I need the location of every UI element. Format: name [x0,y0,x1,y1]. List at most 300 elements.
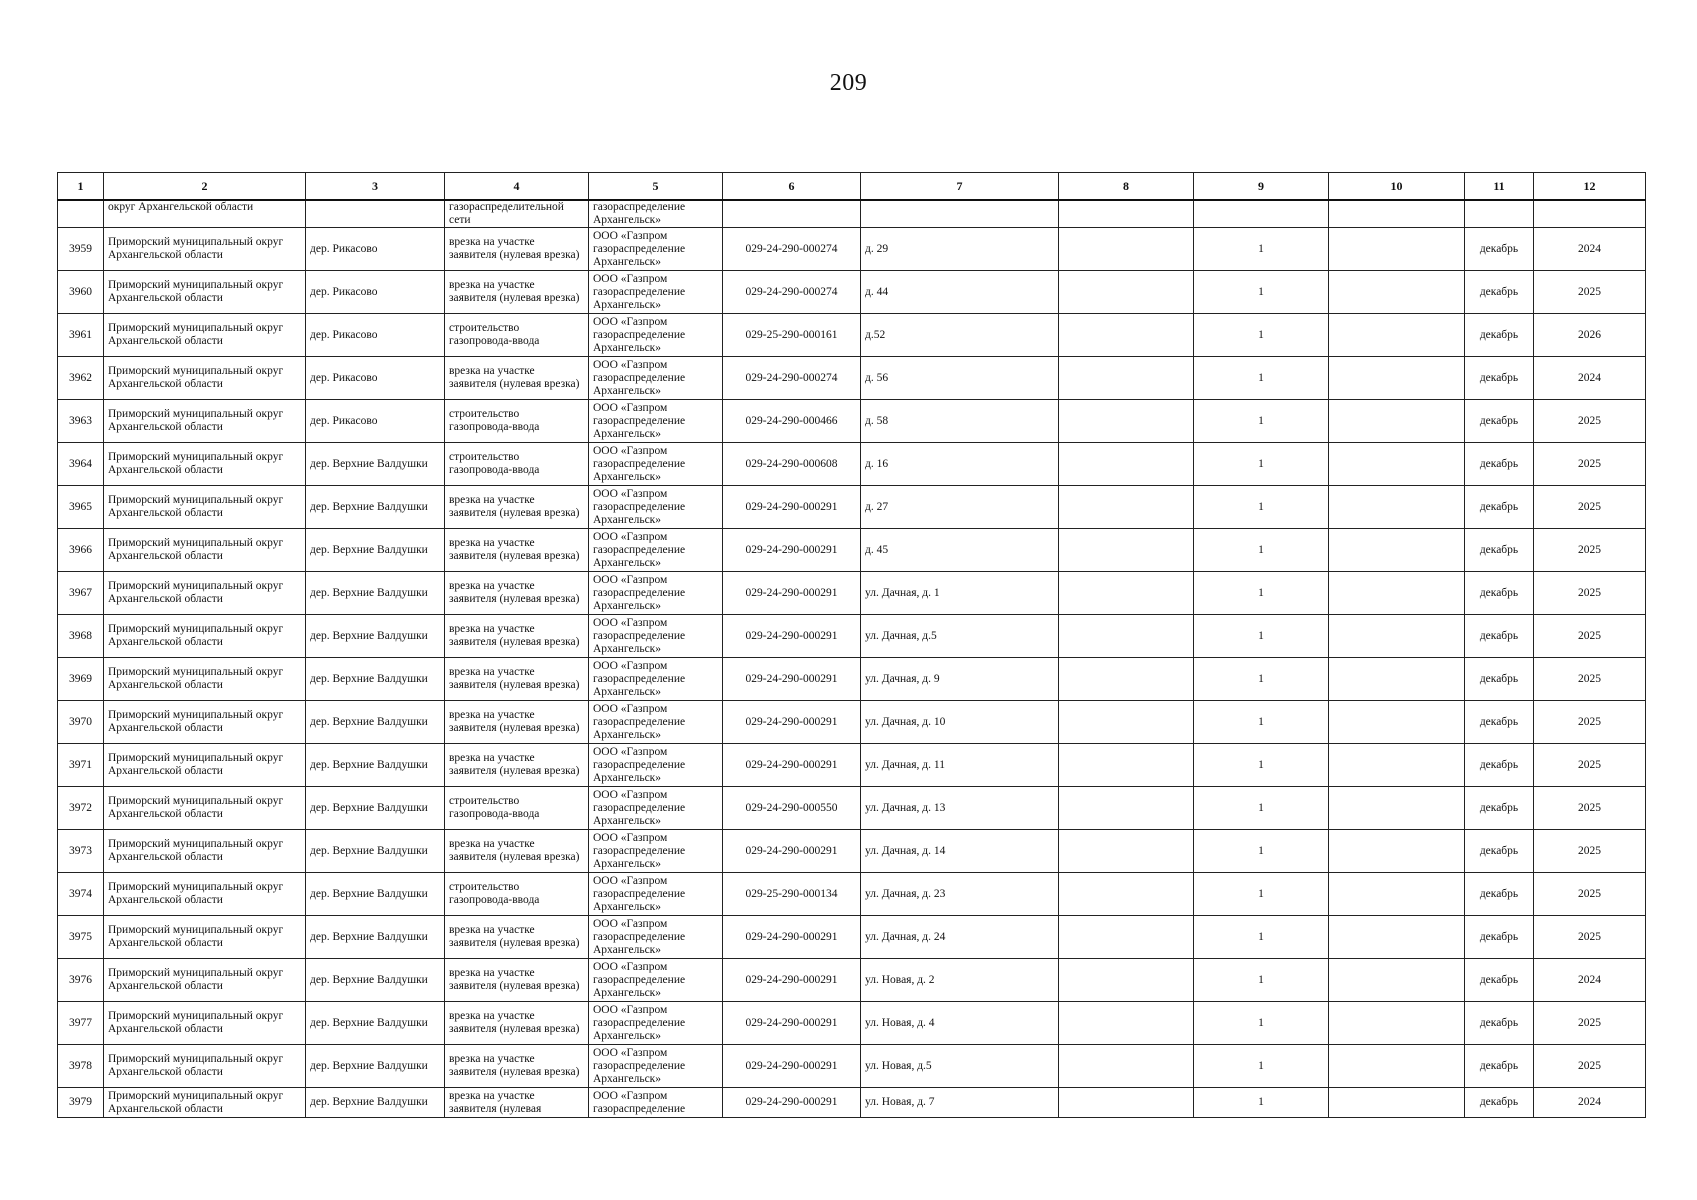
table-row [58,916,1646,959]
application-code-cell [723,228,861,271]
district-cell-text: Приморский муниципальный округ Архангельской области [108,1053,284,1078]
work-type-cell [445,744,589,787]
district-cell-text: Приморский муниципальный округ Архангельской области [108,795,284,820]
address-cell-text: ул. Дачная, д. 9 [865,672,940,685]
count-cell [1194,959,1329,1002]
year-cell-text: 2024 [1578,1096,1601,1108]
address-cell-text: ул. Дачная, д. 1 [865,586,940,599]
month-cell-text: декабрь [1479,285,1519,298]
year-cell-text: 2024 [1578,973,1601,986]
row-number [58,228,104,271]
locality-cell-text: дер. Рикасово [310,371,378,384]
application-code-cell-text: 029-24-290-000274 [745,242,838,255]
district-cell-text: Приморский муниципальный округ Архангельской области [108,623,284,648]
organization-cell-text: ООО «Газпром газораспределение Архангельск» [593,487,686,526]
table-row [58,873,1646,916]
organization-cell-text: ООО «Газпром газораспределение Архангельск» [593,659,686,698]
year-cell-text: 2025 [1578,844,1601,857]
row-number-text: 3969 [69,672,92,685]
locality-cell [306,658,445,701]
year-cell [1534,744,1646,787]
table-row [58,357,1646,400]
work-type-cell [445,658,589,701]
organization-cell [589,529,723,572]
locality-cell-text: дер. Рикасово [310,285,378,298]
application-code-cell [723,615,861,658]
work-type-cell-text: врезка на участке заявителя (нулевая врезка) [449,838,580,863]
application-code-cell-text: 029-24-290-000291 [745,1016,838,1029]
column-header-11: 11 [1465,173,1534,201]
count-cell [1194,658,1329,701]
row-number-text: 3961 [69,328,92,341]
count-cell [1194,1045,1329,1088]
year-cell-text: 2024 [1578,242,1601,255]
row-number [58,443,104,486]
work-type-cell-text: врезка на участке заявителя (нулевая [449,1089,542,1115]
application-code-cell-text: 029-25-290-000161 [745,328,838,341]
work-type-cell-text: врезка на участке заявителя (нулевая врезка) [449,924,580,949]
count-cell-text: 1 [1258,285,1264,298]
address-cell [861,1002,1059,1045]
count-cell [1194,314,1329,357]
row-number-text: 3963 [69,414,92,427]
col10-cell [1329,615,1465,658]
work-type-cell-text: врезка на участке заявителя (нулевая врезка) [449,236,580,261]
col10-cell [1329,572,1465,615]
work-type-cell [445,916,589,959]
work-type-cell-text: строительство газопровода-ввода [449,451,540,476]
month-cell [1465,572,1534,615]
table-row [58,959,1646,1002]
organization-cell-text: ООО «Газпром газораспределение Архангельск» [593,874,686,913]
district-cell [104,959,306,1002]
organization-cell [589,787,723,830]
work-type-cell [445,830,589,873]
address-cell [861,400,1059,443]
address-cell [861,529,1059,572]
cont-cell-3 [306,200,445,228]
application-code-cell-text: 029-25-290-000134 [745,887,838,900]
locality-cell-text: дер. Верхние Валдушки [310,844,428,857]
count-cell [1194,271,1329,314]
address-cell [861,271,1059,314]
count-cell [1194,1002,1329,1045]
cont-cell-9 [1194,200,1329,228]
district-cell [104,572,306,615]
table-row [58,314,1646,357]
count-cell-text: 1 [1258,1096,1264,1108]
work-type-cell-text: врезка на участке заявителя (нулевая врезка) [449,1053,580,1078]
table-row [58,787,1646,830]
organization-cell [589,357,723,400]
continuation-row [58,200,1646,228]
application-code-cell-text: 029-24-290-000291 [745,758,838,771]
table-row [58,271,1646,314]
count-cell [1194,486,1329,529]
locality-cell-text: дер. Рикасово [310,242,378,255]
col8-cell [1059,443,1194,486]
table-body [58,200,1646,1118]
locality-cell-text: дер. Верхние Валдушки [310,887,428,900]
application-code-cell-text: 029-24-290-000291 [745,715,838,728]
organization-cell-text: ООО «Газпром газораспределение [593,1089,686,1115]
address-cell-text: ул. Дачная, д. 14 [865,844,946,857]
month-cell [1465,357,1534,400]
count-cell [1194,615,1329,658]
count-cell [1194,228,1329,271]
month-cell [1465,400,1534,443]
application-code-cell [723,787,861,830]
organization-cell-text: ООО «Газпром газораспределение Архангельск» [593,1046,686,1085]
row-number [58,314,104,357]
work-type-cell [445,357,589,400]
row-number [58,701,104,744]
district-cell [104,271,306,314]
month-cell-text: декабрь [1479,758,1519,771]
col10-cell [1329,959,1465,1002]
application-code-cell-text: 029-24-290-000291 [745,930,838,943]
month-cell [1465,1088,1534,1118]
month-cell [1465,443,1534,486]
cont-cell-10 [1329,200,1465,228]
table-row [58,1045,1646,1088]
row-number-text: 3977 [69,1016,92,1029]
district-cell-text: Приморский муниципальный округ Архангельской области [108,967,284,992]
organization-cell-text: ООО «Газпром газораспределение Архангельск» [593,272,686,311]
organization-cell [589,228,723,271]
row-number-text: 3967 [69,586,92,599]
locality-cell [306,357,445,400]
month-cell-text: декабрь [1479,973,1519,986]
district-cell [104,400,306,443]
address-cell-text: д.52 [865,328,886,341]
month-cell [1465,1045,1534,1088]
work-type-cell [445,787,589,830]
count-cell [1194,744,1329,787]
address-cell [861,357,1059,400]
table-row [58,830,1646,873]
cont-cell-11 [1465,200,1534,228]
year-cell [1534,271,1646,314]
row-number-text: 3964 [69,457,92,470]
col8-cell [1059,959,1194,1002]
year-cell-text: 2025 [1578,758,1601,771]
cont-cell-12 [1534,200,1646,228]
row-number-text: 3970 [69,715,92,728]
col10-cell [1329,916,1465,959]
year-cell [1534,529,1646,572]
year-cell [1534,1088,1646,1118]
district-cell [104,615,306,658]
locality-cell-text: дер. Верхние Валдушки [310,500,428,513]
work-type-cell [445,572,589,615]
col8-cell [1059,572,1194,615]
row-number [58,830,104,873]
district-cell [104,658,306,701]
year-cell [1534,1045,1646,1088]
year-cell-text: 2024 [1578,371,1601,384]
district-cell [104,830,306,873]
address-cell-text: ул. Новая, д. 2 [865,973,935,986]
col10-cell [1329,701,1465,744]
col10-cell [1329,1002,1465,1045]
district-cell [104,486,306,529]
count-cell [1194,830,1329,873]
col10-cell [1329,1088,1465,1118]
work-type-cell [445,486,589,529]
application-code-cell [723,314,861,357]
row-number-text: 3974 [69,887,92,900]
organization-cell-text: ООО «Газпром газораспределение Архангельск» [593,229,686,268]
application-code-cell-text: 029-24-290-000274 [745,371,838,384]
year-cell [1534,400,1646,443]
count-cell [1194,916,1329,959]
application-code-cell-text: 029-24-290-000274 [745,285,838,298]
district-cell-text: Приморский муниципальный округ Архангельской области [108,709,284,734]
application-code-cell-text: 029-24-290-000291 [745,844,838,857]
work-type-cell-text: врезка на участке заявителя (нулевая врезка) [449,1010,580,1035]
locality-cell [306,443,445,486]
address-cell [861,1045,1059,1088]
address-cell-text: ул. Дачная, д. 11 [865,758,945,771]
organization-cell-text: ООО «Газпром газораспределение Архангельск» [593,917,686,956]
address-cell [861,572,1059,615]
address-cell [861,658,1059,701]
year-cell-text: 2025 [1578,629,1601,642]
column-header-3: 3 [306,173,445,201]
locality-cell [306,744,445,787]
count-cell [1194,400,1329,443]
year-cell-text: 2025 [1578,586,1601,599]
row-number-text: 3971 [69,758,92,771]
count-cell [1194,443,1329,486]
locality-cell [306,400,445,443]
locality-cell [306,1088,445,1118]
count-cell-text: 1 [1258,414,1264,427]
locality-cell [306,486,445,529]
application-code-cell-text: 029-24-290-000291 [745,500,838,513]
table-row [58,228,1646,271]
work-type-cell-text: строительство газопровода-ввода [449,322,540,347]
row-number-text: 3975 [69,930,92,943]
month-cell-text: декабрь [1479,1059,1519,1072]
work-type-cell-text: строительство газопровода-ввода [449,408,540,433]
year-cell-text: 2025 [1578,715,1601,728]
address-cell [861,830,1059,873]
locality-cell-text: дер. Рикасово [310,328,378,341]
application-code-cell-text: 029-24-290-000291 [745,629,838,642]
col8-cell [1059,787,1194,830]
work-type-cell [445,615,589,658]
count-cell [1194,1088,1329,1118]
row-number [58,400,104,443]
organization-cell [589,1002,723,1045]
table-row [58,1002,1646,1045]
district-cell [104,787,306,830]
organization-cell-text: ООО «Газпром газораспределение Архангельск» [593,1003,686,1042]
col8-cell [1059,529,1194,572]
table-row [58,572,1646,615]
work-type-cell-text: врезка на участке заявителя (нулевая врезка) [449,365,580,390]
table-row [58,615,1646,658]
address-cell-text: ул. Дачная, д.5 [865,629,937,642]
count-cell-text: 1 [1258,801,1264,814]
work-type-cell-text: врезка на участке заявителя (нулевая врезка) [449,623,580,648]
work-type-cell [445,443,589,486]
count-cell-text: 1 [1258,887,1264,900]
row-number-text: 3966 [69,543,92,556]
row-number [58,615,104,658]
year-cell-text: 2025 [1578,414,1601,427]
cont-cell-org: газораспределение Архангельск» [589,200,723,228]
district-cell-text: Приморский муниципальный округ Архангельской области [108,1089,284,1115]
table-row [58,744,1646,787]
work-type-cell [445,529,589,572]
col10-cell [1329,658,1465,701]
locality-cell [306,787,445,830]
address-cell [861,787,1059,830]
col8-cell [1059,357,1194,400]
count-cell-text: 1 [1258,973,1264,986]
row-number-text: 3973 [69,844,92,857]
address-cell-text: д. 45 [865,543,889,556]
year-cell [1534,572,1646,615]
organization-cell [589,658,723,701]
application-code-cell-text: 029-24-290-000291 [745,973,838,986]
work-type-cell [445,400,589,443]
month-cell [1465,615,1534,658]
col10-cell [1329,744,1465,787]
count-cell-text: 1 [1258,758,1264,771]
address-cell [861,615,1059,658]
year-cell [1534,658,1646,701]
year-cell [1534,443,1646,486]
address-cell-text: ул. Дачная, д. 23 [865,887,946,900]
row-number-text: 3959 [69,242,92,255]
work-type-cell [445,1002,589,1045]
table-row [58,658,1646,701]
locality-cell-text: дер. Верхние Валдушки [310,715,428,728]
col10-cell [1329,271,1465,314]
column-header-10: 10 [1329,173,1465,201]
address-cell-text: д. 27 [865,500,889,513]
month-cell-text: декабрь [1479,844,1519,857]
row-number [58,658,104,701]
month-cell [1465,744,1534,787]
row-number [58,271,104,314]
col8-cell [1059,1045,1194,1088]
application-code-cell-text: 029-24-290-000291 [745,1096,838,1108]
district-cell [104,228,306,271]
column-header-6: 6 [723,173,861,201]
month-cell [1465,1002,1534,1045]
application-code-cell [723,1088,861,1118]
district-cell-text: Приморский муниципальный округ Архангельской области [108,924,284,949]
application-code-cell [723,830,861,873]
month-cell-text: декабрь [1479,371,1519,384]
row-number [58,787,104,830]
col10-cell [1329,314,1465,357]
locality-cell-text: дер. Верхние Валдушки [310,758,428,771]
application-code-cell [723,1002,861,1045]
work-type-cell-text: врезка на участке заявителя (нулевая врезка) [449,967,580,992]
month-cell [1465,529,1534,572]
district-cell-text: Приморский муниципальный округ Архангельской области [108,580,284,605]
organization-cell-text: ООО «Газпром газораспределение Архангельск» [593,358,686,397]
table-row [58,400,1646,443]
organization-cell [589,486,723,529]
count-cell-text: 1 [1258,543,1264,556]
year-cell [1534,701,1646,744]
application-code-cell-text: 029-24-290-000291 [745,586,838,599]
col10-cell [1329,228,1465,271]
col10-cell [1329,787,1465,830]
locality-cell-text: дер. Верхние Валдушки [310,629,428,642]
address-cell-text: д. 16 [865,457,889,470]
month-cell-text: декабрь [1479,801,1519,814]
col8-cell [1059,744,1194,787]
organization-cell [589,615,723,658]
locality-cell [306,830,445,873]
month-cell-text: декабрь [1479,1096,1519,1108]
table-row [58,443,1646,486]
organization-cell-text: ООО «Газпром газораспределение Архангельск» [593,315,686,354]
col8-cell [1059,615,1194,658]
year-cell [1534,357,1646,400]
table-row [58,1088,1646,1118]
locality-cell [306,572,445,615]
district-cell [104,529,306,572]
organization-cell-text: ООО «Газпром газораспределение Архангельск» [593,444,686,483]
year-cell-text: 2025 [1578,930,1601,943]
col10-cell [1329,1045,1465,1088]
locality-cell [306,873,445,916]
organization-cell [589,314,723,357]
column-header-12: 12 [1534,173,1646,201]
address-cell [861,314,1059,357]
locality-cell-text: дер. Верхние Валдушки [310,801,428,814]
locality-cell-text: дер. Верхние Валдушки [310,1096,428,1108]
row-number [58,529,104,572]
organization-cell-text: ООО «Газпром газораспределение Архангельск» [593,745,686,784]
month-cell [1465,486,1534,529]
col8-cell [1059,830,1194,873]
count-cell-text: 1 [1258,1059,1264,1072]
col10-cell [1329,529,1465,572]
cont-cell-work: газораспределительной сети [445,200,589,228]
district-cell-text: Приморский муниципальный округ Архангельской области [108,838,284,863]
col8-cell [1059,701,1194,744]
application-code-cell [723,400,861,443]
work-type-cell [445,228,589,271]
organization-cell-text: ООО «Газпром газораспределение Архангельск» [593,788,686,827]
application-code-cell [723,572,861,615]
organization-cell-text: ООО «Газпром газораспределение Архангельск» [593,702,686,741]
address-cell-text: д. 29 [865,242,889,255]
application-code-cell-text: 029-24-290-000291 [745,672,838,685]
month-cell [1465,787,1534,830]
year-cell [1534,916,1646,959]
locality-cell [306,1045,445,1088]
application-code-cell [723,701,861,744]
row-number-text: 3962 [69,371,92,384]
address-cell [861,1088,1059,1118]
row-number-text: 3972 [69,801,92,814]
cont-cell-8 [1059,200,1194,228]
year-cell [1534,1002,1646,1045]
count-cell [1194,357,1329,400]
address-cell-text: ул. Новая, д. 4 [865,1016,935,1029]
